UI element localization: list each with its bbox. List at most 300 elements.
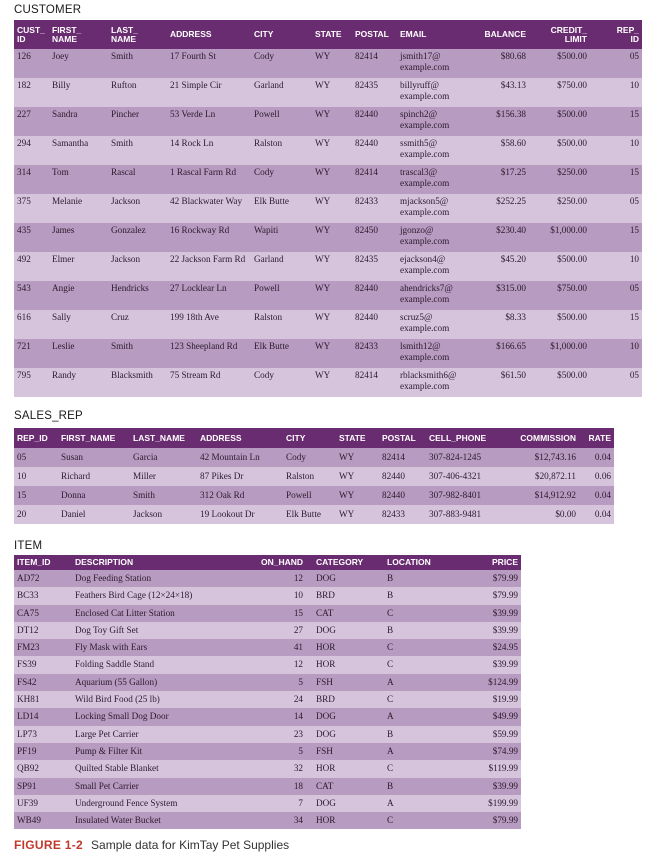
item-id-cell: PF19 xyxy=(14,743,72,760)
price-cell: $39.99 xyxy=(462,622,521,639)
description-cell: Folding Saddle Stand xyxy=(72,656,234,673)
state-cell: WY xyxy=(312,223,352,252)
state-cell: WY xyxy=(312,107,352,136)
cust-id-cell: 795 xyxy=(14,368,49,397)
table-row xyxy=(14,223,642,252)
table-row xyxy=(14,605,521,622)
last-name-cell: Rufton xyxy=(108,78,167,107)
city-cell: Powell xyxy=(251,281,312,310)
table-row xyxy=(14,281,642,310)
price-cell: $199.99 xyxy=(462,795,521,812)
col-header-postal: POSTAL xyxy=(379,428,426,448)
table-row xyxy=(14,252,642,281)
col-header-last-name: LAST_NAME xyxy=(130,428,197,448)
price-cell: $39.99 xyxy=(462,656,521,673)
col-header-address: ADDRESS xyxy=(197,428,283,448)
item-id-cell: FM23 xyxy=(14,639,72,656)
rep-id-cell: 05 xyxy=(590,49,642,78)
cell-phone-cell: 307-406-4321 xyxy=(426,467,507,486)
rep-id-cell: 15 xyxy=(14,486,58,505)
price-cell: $124.99 xyxy=(462,674,521,691)
email-cell: ssmith5@ example.com xyxy=(397,136,469,165)
col-header-city: CITY xyxy=(251,20,312,49)
figure-caption xyxy=(14,838,289,852)
rep-id-cell: 10 xyxy=(590,339,642,368)
address-cell: 27 Locklear Ln xyxy=(167,281,251,310)
email-cell: jgonzo@ example.com xyxy=(397,223,469,252)
address-cell: 312 Oak Rd xyxy=(197,486,283,505)
credit-limit-cell: $750.00 xyxy=(529,281,590,310)
state-cell: WY xyxy=(312,136,352,165)
balance-cell: $315.00 xyxy=(469,281,529,310)
description-cell: Feathers Bird Cage (12×24×18) xyxy=(72,587,234,604)
cust-id-cell: 314 xyxy=(14,165,49,194)
cust-id-cell: 435 xyxy=(14,223,49,252)
category-cell: HOR xyxy=(306,639,384,656)
description-cell: Enclosed Cat Litter Station xyxy=(72,605,234,622)
item-id-cell: LD14 xyxy=(14,708,72,725)
first-name-cell: Melanie xyxy=(49,194,108,223)
table-row xyxy=(14,778,521,795)
email-cell: rblacksmith6@ example.com xyxy=(397,368,469,397)
email-cell: ejackson4@ example.com xyxy=(397,252,469,281)
location-cell: C xyxy=(384,656,462,673)
cust-id-cell: 721 xyxy=(14,339,49,368)
city-cell: Powell xyxy=(251,107,312,136)
state-cell: WY xyxy=(312,310,352,339)
rep-id-cell: 05 xyxy=(590,368,642,397)
state-cell: WY xyxy=(312,252,352,281)
rep-id-cell: 15 xyxy=(590,223,642,252)
table-row xyxy=(14,505,614,524)
rep-id-cell: 10 xyxy=(590,252,642,281)
location-cell: B xyxy=(384,587,462,604)
state-cell: WY xyxy=(336,486,379,505)
address-cell: 123 Sheepland Rd xyxy=(167,339,251,368)
rep-id-cell: 05 xyxy=(590,194,642,223)
price-cell: $79.99 xyxy=(462,587,521,604)
col-header-state: STATE xyxy=(312,20,352,49)
price-cell: $74.99 xyxy=(462,743,521,760)
last-name-cell: Gonzalez xyxy=(108,223,167,252)
address-cell: 1 Rascal Farm Rd xyxy=(167,165,251,194)
city-cell: Cody xyxy=(251,368,312,397)
credit-limit-cell: $1,000.00 xyxy=(529,339,590,368)
col-header-category: CATEGORY xyxy=(306,555,384,570)
item-id-cell: LP73 xyxy=(14,726,72,743)
first-name-cell: Leslie xyxy=(49,339,108,368)
col-header-first-name: FIRST_NAME xyxy=(58,428,130,448)
rate-cell: 0.04 xyxy=(579,448,614,467)
cell-phone-cell: 307-982-8401 xyxy=(426,486,507,505)
item-id-cell: KH81 xyxy=(14,691,72,708)
email-cell: trascal3@ example.com xyxy=(397,165,469,194)
balance-cell: $58.60 xyxy=(469,136,529,165)
first-name-cell: James xyxy=(49,223,108,252)
category-cell: DOG xyxy=(306,570,384,587)
city-cell: Cody xyxy=(251,165,312,194)
location-cell: A xyxy=(384,708,462,725)
description-cell: Aquarium (55 Gallon) xyxy=(72,674,234,691)
col-header-price: PRICE xyxy=(462,555,521,570)
cust-id-cell: 227 xyxy=(14,107,49,136)
cust-id-cell: 182 xyxy=(14,78,49,107)
first-name-cell: Richard xyxy=(58,467,130,486)
description-cell: Locking Small Dog Door xyxy=(72,708,234,725)
postal-cell: 82440 xyxy=(352,281,397,310)
item-id-cell: UF39 xyxy=(14,795,72,812)
location-cell: B xyxy=(384,726,462,743)
rate-cell: 0.04 xyxy=(579,505,614,524)
city-cell: Elk Butte xyxy=(251,194,312,223)
price-cell: $79.99 xyxy=(462,812,521,829)
cust-id-cell: 492 xyxy=(14,252,49,281)
description-cell: Dog Toy Gift Set xyxy=(72,622,234,639)
description-cell: Wild Bird Food (25 lb) xyxy=(72,691,234,708)
credit-limit-cell: $500.00 xyxy=(529,136,590,165)
balance-cell: $156.38 xyxy=(469,107,529,136)
table-row xyxy=(14,639,521,656)
first-name-cell: Tom xyxy=(49,165,108,194)
address-cell: 19 Lookout Dr xyxy=(197,505,283,524)
address-cell: 75 Stream Rd xyxy=(167,368,251,397)
commission-cell: $0.00 xyxy=(507,505,579,524)
postal-cell: 82435 xyxy=(352,252,397,281)
item-table xyxy=(14,555,521,829)
on-hand-cell: 24 xyxy=(234,691,306,708)
col-header-location: LOCATION xyxy=(384,555,462,570)
on-hand-cell: 12 xyxy=(234,656,306,673)
first-name-cell: Joey xyxy=(49,49,108,78)
description-cell: Underground Fence System xyxy=(72,795,234,812)
commission-cell: $20,872.11 xyxy=(507,467,579,486)
category-cell: CAT xyxy=(306,778,384,795)
on-hand-cell: 34 xyxy=(234,812,306,829)
address-cell: 87 Pikes Dr xyxy=(197,467,283,486)
credit-limit-cell: $1,000.00 xyxy=(529,223,590,252)
first-name-cell: Sally xyxy=(49,310,108,339)
on-hand-cell: 41 xyxy=(234,639,306,656)
first-name-cell: Randy xyxy=(49,368,108,397)
first-name-cell: Sandra xyxy=(49,107,108,136)
postal-cell: 82435 xyxy=(352,78,397,107)
commission-cell: $12,743.16 xyxy=(507,448,579,467)
address-cell: 16 Rockway Rd xyxy=(167,223,251,252)
col-header-cust-id: CUST_ ID xyxy=(14,20,49,49)
address-cell: 22 Jackson Farm Rd xyxy=(167,252,251,281)
rep-id-cell: 10 xyxy=(590,136,642,165)
category-cell: HOR xyxy=(306,760,384,777)
city-cell: Powell xyxy=(283,486,336,505)
credit-limit-cell: $500.00 xyxy=(529,368,590,397)
location-cell: C xyxy=(384,639,462,656)
sales-rep-header-row xyxy=(14,428,614,448)
table-row xyxy=(14,726,521,743)
on-hand-cell: 23 xyxy=(234,726,306,743)
table-row xyxy=(14,368,642,397)
table-row xyxy=(14,165,642,194)
description-cell: Large Pet Carrier xyxy=(72,726,234,743)
last-name-cell: Jackson xyxy=(108,194,167,223)
category-cell: HOR xyxy=(306,812,384,829)
last-name-cell: Rascal xyxy=(108,165,167,194)
rep-id-cell: 15 xyxy=(590,310,642,339)
city-cell: Garland xyxy=(251,78,312,107)
credit-limit-cell: $500.00 xyxy=(529,310,590,339)
rate-cell: 0.06 xyxy=(579,467,614,486)
postal-cell: 82440 xyxy=(379,467,426,486)
city-cell: Cody xyxy=(283,448,336,467)
table-row xyxy=(14,107,642,136)
state-cell: WY xyxy=(312,194,352,223)
customer-header-row xyxy=(14,20,642,49)
item-id-cell: BC33 xyxy=(14,587,72,604)
last-name-cell: Smith xyxy=(108,339,167,368)
cust-id-cell: 616 xyxy=(14,310,49,339)
on-hand-cell: 12 xyxy=(234,570,306,587)
city-cell: Elk Butte xyxy=(251,339,312,368)
cust-id-cell: 126 xyxy=(14,49,49,78)
balance-cell: $8.33 xyxy=(469,310,529,339)
on-hand-cell: 18 xyxy=(234,778,306,795)
category-cell: BRD xyxy=(306,691,384,708)
credit-limit-cell: $250.00 xyxy=(529,165,590,194)
col-header-rep-id: REP_ ID xyxy=(590,20,642,49)
commission-cell: $14,912.92 xyxy=(507,486,579,505)
city-cell: Garland xyxy=(251,252,312,281)
price-cell: $19.99 xyxy=(462,691,521,708)
col-header-email: EMAIL xyxy=(397,20,469,49)
credit-limit-cell: $750.00 xyxy=(529,78,590,107)
on-hand-cell: 7 xyxy=(234,795,306,812)
category-cell: BRD xyxy=(306,587,384,604)
item-id-cell: AD72 xyxy=(14,570,72,587)
city-cell: Wapiti xyxy=(251,223,312,252)
table-row xyxy=(14,674,521,691)
credit-limit-cell: $500.00 xyxy=(529,107,590,136)
item-id-cell: DT12 xyxy=(14,622,72,639)
col-header-credit-limit: CREDIT_ LIMIT xyxy=(529,20,590,49)
first-name-cell: Elmer xyxy=(49,252,108,281)
category-cell: DOG xyxy=(306,726,384,743)
first-name-cell: Angie xyxy=(49,281,108,310)
on-hand-cell: 5 xyxy=(234,674,306,691)
balance-cell: $252.25 xyxy=(469,194,529,223)
state-cell: WY xyxy=(312,339,352,368)
state-cell: WY xyxy=(336,467,379,486)
col-header-state: STATE xyxy=(336,428,379,448)
on-hand-cell: 10 xyxy=(234,587,306,604)
email-cell: scruz5@ example.com xyxy=(397,310,469,339)
item-id-cell: WB49 xyxy=(14,812,72,829)
col-header-on-hand: ON_HAND xyxy=(234,555,306,570)
price-cell: $39.99 xyxy=(462,605,521,622)
first-name-cell: Samantha xyxy=(49,136,108,165)
postal-cell: 82414 xyxy=(352,49,397,78)
email-cell: mjackson5@ example.com xyxy=(397,194,469,223)
on-hand-cell: 14 xyxy=(234,708,306,725)
rep-id-cell: 10 xyxy=(590,78,642,107)
figure-caption-text: Sample data for KimTay Pet Supplies xyxy=(91,838,290,852)
col-header-address: ADDRESS xyxy=(167,20,251,49)
first-name-cell: Donna xyxy=(58,486,130,505)
table-row xyxy=(14,760,521,777)
sales-rep-table-body xyxy=(14,448,614,524)
address-cell: 42 Mountain Ln xyxy=(197,448,283,467)
cust-id-cell: 375 xyxy=(14,194,49,223)
city-cell: Cody xyxy=(251,49,312,78)
city-cell: Ralston xyxy=(251,310,312,339)
description-cell: Small Pet Carrier xyxy=(72,778,234,795)
table-row xyxy=(14,49,642,78)
rep-id-cell: 05 xyxy=(590,281,642,310)
item-header-row xyxy=(14,555,521,570)
description-cell: Fly Mask with Ears xyxy=(72,639,234,656)
last-name-cell: Cruz xyxy=(108,310,167,339)
figure-label: FIGURE 1-2 xyxy=(14,838,84,852)
description-cell: Pump & Filter Kit xyxy=(72,743,234,760)
cell-phone-cell: 307-883-9481 xyxy=(426,505,507,524)
credit-limit-cell: $500.00 xyxy=(529,252,590,281)
item-table-title: ITEM xyxy=(14,540,43,552)
last-name-cell: Blacksmith xyxy=(108,368,167,397)
table-row xyxy=(14,78,642,107)
description-cell: Insulated Water Bucket xyxy=(72,812,234,829)
item-id-cell: CA75 xyxy=(14,605,72,622)
category-cell: FSH xyxy=(306,674,384,691)
col-header-postal: POSTAL xyxy=(352,20,397,49)
category-cell: FSH xyxy=(306,743,384,760)
rep-id-cell: 05 xyxy=(14,448,58,467)
city-cell: Ralston xyxy=(283,467,336,486)
last-name-cell: Jackson xyxy=(130,505,197,524)
rep-id-cell: 20 xyxy=(14,505,58,524)
location-cell: C xyxy=(384,760,462,777)
first-name-cell: Billy xyxy=(49,78,108,107)
location-cell: C xyxy=(384,605,462,622)
postal-cell: 82433 xyxy=(352,339,397,368)
table-row xyxy=(14,339,642,368)
address-cell: 21 Simple Cir xyxy=(167,78,251,107)
price-cell: $39.99 xyxy=(462,778,521,795)
table-row xyxy=(14,310,642,339)
state-cell: WY xyxy=(336,505,379,524)
location-cell: A xyxy=(384,795,462,812)
location-cell: C xyxy=(384,691,462,708)
customer-table-title: CUSTOMER xyxy=(14,4,82,16)
last-name-cell: Garcia xyxy=(130,448,197,467)
category-cell: DOG xyxy=(306,622,384,639)
col-header-rate: RATE xyxy=(579,428,614,448)
state-cell: WY xyxy=(312,281,352,310)
col-header-description: DESCRIPTION xyxy=(72,555,234,570)
col-header-cell-phone: CELL_PHONE xyxy=(426,428,507,448)
balance-cell: $166.65 xyxy=(469,339,529,368)
balance-cell: $45.20 xyxy=(469,252,529,281)
table-row xyxy=(14,486,614,505)
price-cell: $24.95 xyxy=(462,639,521,656)
location-cell: C xyxy=(384,812,462,829)
price-cell: $79.99 xyxy=(462,570,521,587)
last-name-cell: Smith xyxy=(108,136,167,165)
table-row xyxy=(14,570,521,587)
item-id-cell: SP91 xyxy=(14,778,72,795)
sales-rep-table-title: SALES_REP xyxy=(14,410,83,422)
cust-id-cell: 543 xyxy=(14,281,49,310)
address-cell: 14 Rock Ln xyxy=(167,136,251,165)
postal-cell: 82440 xyxy=(352,136,397,165)
cell-phone-cell: 307-824-1245 xyxy=(426,448,507,467)
state-cell: WY xyxy=(336,448,379,467)
postal-cell: 82433 xyxy=(379,505,426,524)
address-cell: 53 Verde Ln xyxy=(167,107,251,136)
email-cell: ahendricks7@ example.com xyxy=(397,281,469,310)
email-cell: lsmith12@ example.com xyxy=(397,339,469,368)
rep-id-cell: 15 xyxy=(590,165,642,194)
table-row xyxy=(14,194,642,223)
rate-cell: 0.04 xyxy=(579,486,614,505)
email-cell: billyruff@ example.com xyxy=(397,78,469,107)
col-header-last-name: LAST_ NAME xyxy=(108,20,167,49)
on-hand-cell: 32 xyxy=(234,760,306,777)
credit-limit-cell: $250.00 xyxy=(529,194,590,223)
balance-cell: $80.68 xyxy=(469,49,529,78)
last-name-cell: Hendricks xyxy=(108,281,167,310)
col-header-commission: COMMISSION xyxy=(507,428,579,448)
address-cell: 42 Blackwater Way xyxy=(167,194,251,223)
col-header-rep-id: REP_ID xyxy=(14,428,58,448)
location-cell: B xyxy=(384,622,462,639)
table-row xyxy=(14,708,521,725)
location-cell: A xyxy=(384,674,462,691)
table-row xyxy=(14,812,521,829)
state-cell: WY xyxy=(312,49,352,78)
cust-id-cell: 294 xyxy=(14,136,49,165)
price-cell: $49.99 xyxy=(462,708,521,725)
last-name-cell: Jackson xyxy=(108,252,167,281)
postal-cell: 82433 xyxy=(352,194,397,223)
email-cell: spinch2@ example.com xyxy=(397,107,469,136)
state-cell: WY xyxy=(312,165,352,194)
balance-cell: $61.50 xyxy=(469,368,529,397)
category-cell: CAT xyxy=(306,605,384,622)
price-cell: $59.99 xyxy=(462,726,521,743)
first-name-cell: Susan xyxy=(58,448,130,467)
last-name-cell: Pincher xyxy=(108,107,167,136)
customer-table xyxy=(14,20,642,397)
category-cell: DOG xyxy=(306,795,384,812)
credit-limit-cell: $500.00 xyxy=(529,49,590,78)
price-cell: $119.99 xyxy=(462,760,521,777)
table-row xyxy=(14,691,521,708)
address-cell: 199 18th Ave xyxy=(167,310,251,339)
last-name-cell: Miller xyxy=(130,467,197,486)
description-cell: Quilted Stable Blanket xyxy=(72,760,234,777)
postal-cell: 82414 xyxy=(352,368,397,397)
table-row xyxy=(14,743,521,760)
item-id-cell: QB92 xyxy=(14,760,72,777)
location-cell: A xyxy=(384,743,462,760)
item-id-cell: FS42 xyxy=(14,674,72,691)
customer-table-body xyxy=(14,49,642,397)
col-header-city: CITY xyxy=(283,428,336,448)
postal-cell: 82450 xyxy=(352,223,397,252)
col-header-balance: BALANCE xyxy=(469,20,529,49)
on-hand-cell: 27 xyxy=(234,622,306,639)
rep-id-cell: 15 xyxy=(590,107,642,136)
category-cell: DOG xyxy=(306,708,384,725)
email-cell: jsmith17@ example.com xyxy=(397,49,469,78)
